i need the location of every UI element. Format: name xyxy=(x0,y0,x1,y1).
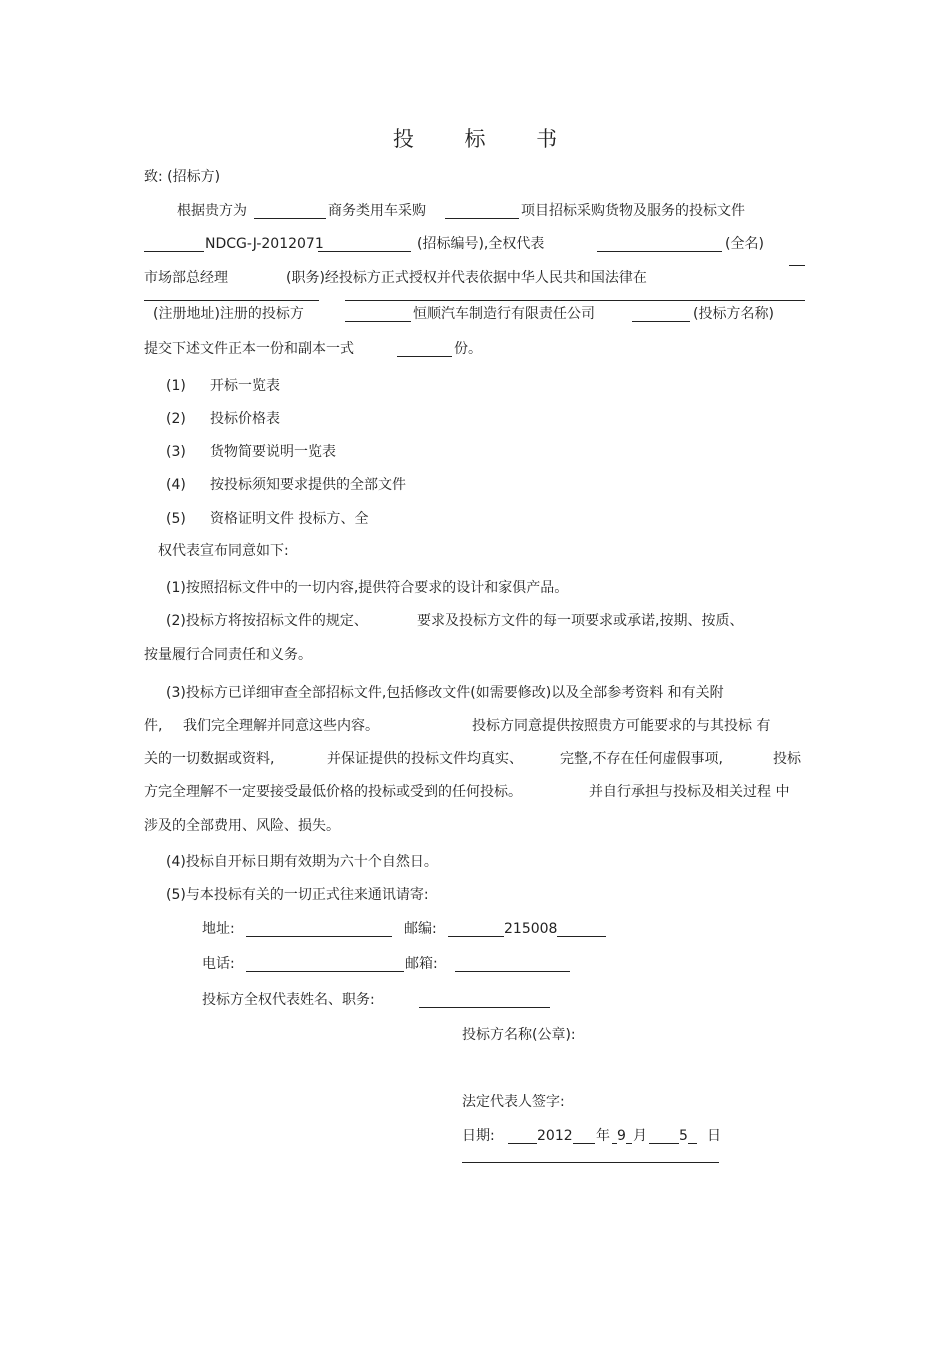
doc-item-text: 投标价格表 xyxy=(210,411,280,427)
phone-field-line xyxy=(246,971,404,972)
representative-field-line xyxy=(419,1007,550,1008)
intro-text: (投标方名称) xyxy=(693,306,774,322)
doc-item-number: (2) xyxy=(166,411,186,427)
doc-item-text: 按投标须知要求提供的全部文件 xyxy=(210,477,406,493)
zip-value: 215008 xyxy=(504,921,558,937)
blank-line xyxy=(345,300,805,301)
clause-3: 关的一切数据或资料, xyxy=(144,751,275,767)
clause-3: 投标方同意提供按照贵方可能要求的与其投标 有 xyxy=(472,718,771,734)
address-field-line xyxy=(246,936,392,937)
clause-3: (3)投标方已详细审查全部招标文件,包括修改文件(如需要修改)以及全部参考资料 和有关附 xyxy=(166,685,724,701)
signature-line xyxy=(462,1162,719,1163)
intro-text: (招标编号),全权代表 xyxy=(417,236,545,252)
phone-label: 电话: xyxy=(202,956,235,972)
year-unit: 年 xyxy=(596,1128,610,1144)
representative-label: 投标方全权代表姓名、职务: xyxy=(202,992,375,1008)
representative-title: 市场部总经理 xyxy=(144,270,228,286)
clause-2: 按量履行合同责任和义务。 xyxy=(144,647,312,663)
doc-item-number: (3) xyxy=(166,444,186,460)
doc-item-number: (5) xyxy=(166,511,186,527)
intro-text: 份。 xyxy=(454,341,482,357)
date-month: 9 xyxy=(617,1128,626,1144)
clause-3: 件, xyxy=(144,718,163,734)
day-field-line xyxy=(649,1143,697,1144)
intro-text: (注册地址)注册的投标方 xyxy=(153,306,304,322)
clause-3: 并保证提供的投标文件均真实、 xyxy=(327,751,523,767)
month-unit: 月 xyxy=(633,1128,647,1144)
blank-line xyxy=(397,356,452,357)
clause-3: 完整,不存在任何虚假事项, xyxy=(560,751,723,767)
date-year: 2012 xyxy=(537,1128,573,1144)
zip-label: 邮编: xyxy=(404,921,437,937)
page-title: 投 标 书 xyxy=(392,127,580,151)
intro-text: (职务)经投标方正式授权并代表依据中华人民共和国法律在 xyxy=(286,270,647,286)
intro-text: 根据贵方为 xyxy=(177,203,247,219)
address-label: 地址: xyxy=(202,921,235,937)
clause-3: 并自行承担与投标及相关过程 中 xyxy=(589,784,790,800)
clause-3: 方完全理解不一定要接受最低价格的投标或受到的任何投标。 xyxy=(144,784,522,800)
company-seal-label: 投标方名称(公章): xyxy=(462,1027,576,1043)
doc-item-number: (4) xyxy=(166,477,186,493)
blank-line xyxy=(254,218,326,219)
addressee: 致: (招标方) xyxy=(144,169,221,185)
intro-text: (全名) xyxy=(725,236,764,252)
blank-line xyxy=(144,251,204,252)
blank-line xyxy=(345,321,411,322)
blank-line xyxy=(632,321,690,322)
clause-5: (5)与本投标有关的一切正式往来通讯请寄: xyxy=(166,887,429,903)
blank-line xyxy=(597,251,722,252)
email-label: 邮箱: xyxy=(405,956,438,972)
tender-number: NDCG-J-2012071 xyxy=(205,236,324,252)
clause-3: 投标 xyxy=(773,751,801,767)
bidder-name: 恒顺汽车制造行有限责任公司 xyxy=(413,306,595,322)
blank-line xyxy=(789,265,805,266)
clause-2: 要求及投标方文件的每一项要求或承诺,按期、按质、 xyxy=(417,613,744,629)
declaration-text: 权代表宣布同意如下: xyxy=(158,543,289,559)
clause-1: (1)按照招标文件中的一切内容,提供符合要求的设计和家俱产品。 xyxy=(166,580,569,596)
intro-text: 项目招标采购货物及服务的投标文件 xyxy=(521,203,745,219)
blank-line xyxy=(318,251,411,252)
date-label: 日期: xyxy=(462,1128,495,1144)
day-unit: 日 xyxy=(707,1128,721,1144)
clause-3: 我们完全理解并同意这些内容。 xyxy=(183,718,379,734)
intro-text: 提交下述文件正本一份和副本一式 xyxy=(144,341,354,357)
date-day: 5 xyxy=(679,1128,688,1144)
clause-3: 涉及的全部费用、风险、损失。 xyxy=(144,818,340,834)
project-name: 商务类用车采购 xyxy=(328,203,426,219)
doc-item-number: (1) xyxy=(166,378,186,394)
doc-item-text: 货物简要说明一览表 xyxy=(210,444,336,460)
doc-item-text: 资格证明文件 投标方、全 xyxy=(210,511,369,527)
legal-signature-label: 法定代表人签字: xyxy=(462,1094,565,1110)
blank-line xyxy=(445,218,519,219)
email-field-line xyxy=(455,971,570,972)
clause-2: (2)投标方将按招标文件的规定、 xyxy=(166,613,368,629)
doc-item-text: 开标一览表 xyxy=(210,378,280,394)
blank-line xyxy=(144,300,319,301)
clause-4: (4)投标自开标日期有效期为六十个自然日。 xyxy=(166,854,438,870)
